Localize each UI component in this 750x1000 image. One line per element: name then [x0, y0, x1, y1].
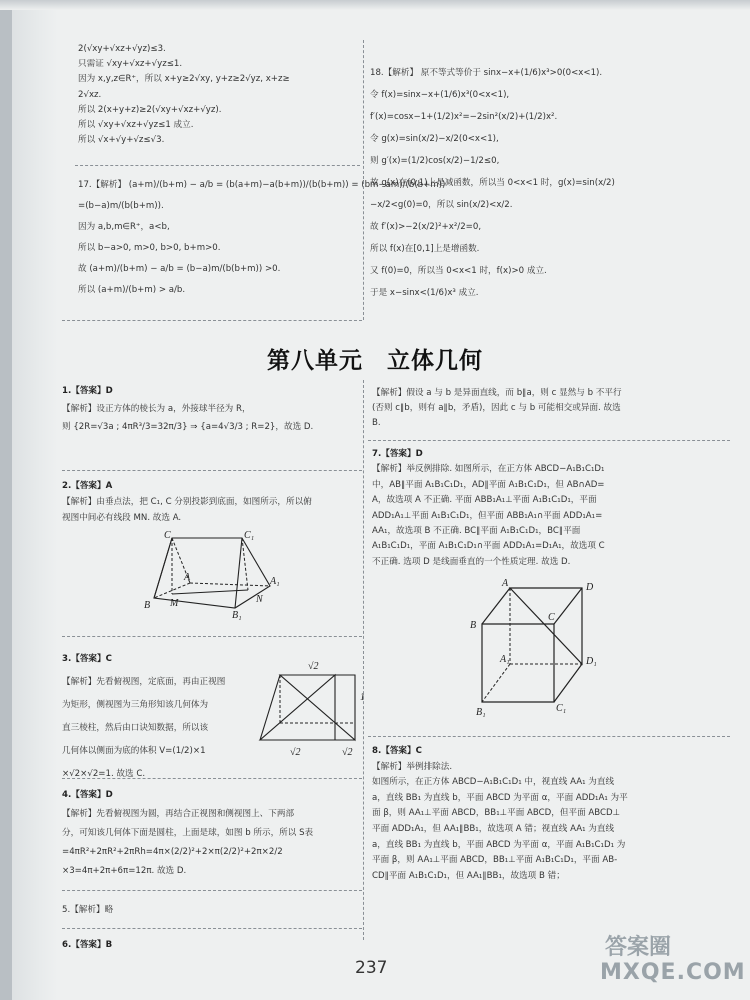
label-a: A — [502, 578, 509, 589]
column-divider — [363, 40, 364, 320]
figure-cube — [470, 578, 620, 718]
divider — [368, 736, 730, 737]
divider — [62, 928, 362, 929]
question-7 — [372, 447, 732, 570]
question-5 — [62, 903, 362, 918]
text-line: 为矩形，侧视图为三角形知该几何体为 — [62, 700, 209, 710]
answer-line: 7.【答案】D — [372, 449, 423, 459]
answer-line: 6.【答案】B — [62, 940, 113, 950]
divider — [62, 470, 362, 471]
text-line: f′(x)=cosx−1+(1/2)x²=−2sin²(x/2)+(1/2)x². — [370, 112, 558, 122]
figure-prism-projection — [140, 528, 290, 620]
question-18 — [370, 62, 730, 304]
page-number: 237 — [355, 958, 388, 978]
text-line: 故 f′(x)>−2(x/2)²+x²/2=0, — [370, 222, 482, 232]
label-d1: D₁ — [586, 656, 597, 667]
text-line: 5.【解析】略 — [62, 905, 114, 915]
text-line: 所以 2(x+y+z)≥2(√xy+√xz+√yz). — [78, 104, 222, 115]
watermark-url: MXQE.COM — [600, 960, 746, 985]
text-line: AA₁，故选项 B 不正确. BC∥平面 A₁B₁C₁D₁，BC∥平面 — [372, 526, 581, 537]
text-line: ADD₁A₁⊥平面 A₁B₁C₁D₁，但平面 ABB₁A₁∩平面 ADD₁A₁= — [372, 510, 603, 521]
label-c1: C₁ — [556, 703, 567, 714]
text-line: 几何体以侧面为底的体积 V=(1/2)×1 — [62, 746, 206, 756]
text-line: 又 f(0)=0，所以当 0<x<1 时，f(x)>0 成立. — [370, 266, 547, 276]
label-c1: C₁ — [244, 530, 255, 541]
question-6-analysis — [372, 386, 732, 431]
text-line: ×√2×√2=1. 故选 C. — [62, 769, 146, 779]
text-line: 平面 ADD₁A₁，但 AA₁∥BB₁，故选项 A 错；视直线 AA₁ 为直线 — [372, 823, 615, 834]
text-line: A，故选项 A 不正确. 平面 ABB₁A₁⊥平面 A₁B₁C₁D₁，平面 — [372, 495, 597, 506]
text-line: =4πR²+2πR²+2πRh=4π×(2/2)²+2×π(2/2)²+2π×2/2 — [62, 847, 283, 857]
answer-line: 4.【答案】D — [62, 790, 113, 800]
text-line: 18.【解析】 原不等式等价于 sinx−x+(1/6)x³>0(0<x<1). — [370, 68, 603, 78]
answer-line: 8.【答案】C — [372, 746, 422, 756]
label-side: √2 — [342, 747, 353, 758]
text-line: 所以 √xy+√xz+√yz≤1 成立. — [78, 120, 194, 131]
divider — [62, 636, 362, 637]
text-line: 【解析】举例排除法. — [372, 761, 453, 772]
text-line: 2√xz. — [78, 89, 102, 100]
text-line: 则 {2R=√3a ; 4πR³/3=32π/3} ⇒ {a=4√3/3 ; R=2}，故选 D. — [62, 422, 314, 432]
text-line: 【解析】举反例排除. 如图所示，在正方体 ABCD−A₁B₁C₁D₁ — [372, 464, 605, 475]
column-divider — [363, 380, 364, 940]
divider — [62, 890, 362, 891]
text-line: ×3=4π+2π+6π=12π. 故选 D. — [62, 866, 187, 876]
text-line: 面 β，则 AA₁⊥平面 ABCD，BB₁⊥平面 ABCD，但平面 ABCD⊥ — [372, 808, 621, 819]
text-line: 只需证 √xy+√xz+√yz≤1. — [78, 59, 183, 70]
text-line: 令 f(x)=sinx−x+(1/6)x³(0<x<1), — [370, 90, 510, 100]
text-line: a，直线 BB₁ 为直线 b，平面 ABCD 为平面 α，平面 ADD₁A₁ 为平 — [372, 792, 628, 803]
text-line: 【解析】假设 a 与 b 是异面直线，而 b∥a，则 c 显然与 b 不平行 — [372, 388, 622, 398]
divider — [62, 778, 362, 779]
label-m: M — [170, 598, 179, 609]
text-line: 于是 x−sinx<(1/6)x³ 成立. — [370, 288, 479, 298]
question-8 — [372, 744, 732, 884]
label-a1: A₁ — [270, 576, 280, 587]
text-line: 所以 (a+m)/(b+m) > a/b. — [78, 285, 186, 295]
text-line: 2(√xy+√xz+√yz)≤3. — [78, 44, 166, 54]
text-line: 中，AB∥平面 A₁B₁C₁D₁，AD∥平面 A₁B₁C₁D₁，但 AB∩AD= — [372, 479, 605, 490]
text-line: 所以 b−a>0, m>0, b>0, b+m>0. — [78, 243, 221, 253]
text-line: B. — [372, 418, 381, 428]
text-line: 【解析】设正方体的棱长为 a，外接球半径为 R， — [62, 404, 251, 414]
label-n: N — [256, 594, 263, 605]
text-line: 直三棱柱，然后由口诀知数据，所以该 — [62, 723, 209, 733]
question-2 — [62, 478, 362, 526]
spine-edge — [0, 0, 12, 1000]
label-bottom: √2 — [290, 747, 301, 758]
label-b1: B₁ — [232, 610, 242, 621]
text-line: a，直线 BB₁ 为直线 b，平面 ABCD 为平面 α，平面 A₁B₁C₁D₁ 为 — [372, 839, 626, 850]
text-line: 【解析】由垂点法，把 C₁, C 分别投影到底面，如图所示，所以俯 — [62, 497, 312, 507]
text-line: CD∥平面 A₁B₁C₁D₁，但 AA₁∥BB₁，故选项 B 错； — [372, 870, 565, 881]
unit-title: 第八单元 立体几何 — [267, 348, 483, 374]
answer-line: 1.【答案】D — [62, 386, 113, 396]
divider — [62, 320, 362, 321]
text-line: 所以 √x+√y+√z≤√3. — [78, 135, 165, 146]
figure-triangular-prism — [250, 655, 375, 760]
question-3 — [62, 648, 262, 786]
text-line: (否则 c∥b，则有 a∥b，矛盾)，因此 c 与 b 可能相交或异面. 故选 — [372, 403, 621, 413]
text-line: 则 g′(x)=(1/2)cos(x/2)−1/2≤0, — [370, 156, 500, 166]
text-line: 不正确. 选项 D 是线面垂直的一个性质定理. 故选 D. — [372, 556, 571, 567]
answer-line: 2.【答案】A — [62, 481, 113, 491]
label-top: √2 — [308, 661, 319, 672]
text-line: 故 (a+m)/(b+m) − a/b = (b−a)m/(b(b+m)) >0. — [78, 264, 281, 274]
label-c: C — [548, 612, 555, 623]
label-b1: B₁ — [476, 707, 486, 718]
text-line: 故 g(x)在(0,1)上是减函数，所以当 0<x<1 时，g(x)=sin(x/2) — [370, 178, 615, 188]
label-a: A — [184, 572, 191, 583]
text-line: −x/2<g(0)=0，所以 sin(x/2)<x/2. — [370, 200, 513, 210]
text-line: 如图所示，在正方体 ABCD−A₁B₁C₁D₁ 中，视直线 AA₁ 为直线 — [372, 777, 615, 788]
text-line: 因为 x,y,z∈R⁺，所以 x+y≥2√xy, y+z≥2√yz, x+z≥ — [78, 74, 290, 85]
text-line: 分，可知该几何体下面是圆柱，上面是球，如图 b 所示，所以 S表 — [62, 828, 314, 838]
text-line: 令 g(x)=sin(x/2)−x/2(0<x<1), — [370, 134, 499, 144]
watermark-logo: 答案圈 — [605, 935, 672, 960]
label-d: D — [586, 582, 594, 593]
label-b: B — [144, 600, 151, 611]
answer-line: 3.【答案】C — [62, 654, 112, 664]
left-top-text — [78, 42, 358, 148]
text-line: 所以 f(x)在[0,1]上是增函数. — [370, 244, 480, 254]
text-line: A₁B₁C₁D₁，平面 A₁B₁C₁D₁∩平面 ADD₁A₁=D₁A₁，故选项 C — [372, 541, 605, 552]
question-1 — [62, 382, 362, 436]
text-line: 【解析】先看俯视图为圆，再结合正视图和侧视图上、下两部 — [62, 809, 295, 819]
label-a1: A₁ — [500, 654, 510, 665]
divider — [75, 165, 360, 166]
divider — [368, 440, 730, 441]
top-shadow — [0, 0, 750, 10]
text-line: 视图中间必有线段 MN. 故选 A. — [62, 513, 182, 523]
question-6 — [62, 938, 362, 953]
text-line: 【解析】先看俯视图，定底面，再由正视图 — [62, 677, 226, 687]
label-c: C — [164, 530, 171, 541]
text-line: =(b−a)m/(b(b+m)). — [78, 201, 164, 211]
text-line: 17.【解析】 (a+m)/(b+m) − a/b = (b(a+m)−a(b+m))/(b(b+m)) = (bm−am)/(b(b+m)) — [78, 180, 446, 190]
label-height: 1 — [360, 692, 365, 703]
text-line: 因为 a,b,m∈R⁺，a<b, — [78, 222, 170, 232]
question-4 — [62, 786, 362, 881]
label-b: B — [470, 620, 477, 631]
text-line: 平面 β，则 AA₁⊥平面 ABCD，BB₁⊥平面 A₁B₁C₁D₁，平面 AB- — [372, 855, 618, 866]
